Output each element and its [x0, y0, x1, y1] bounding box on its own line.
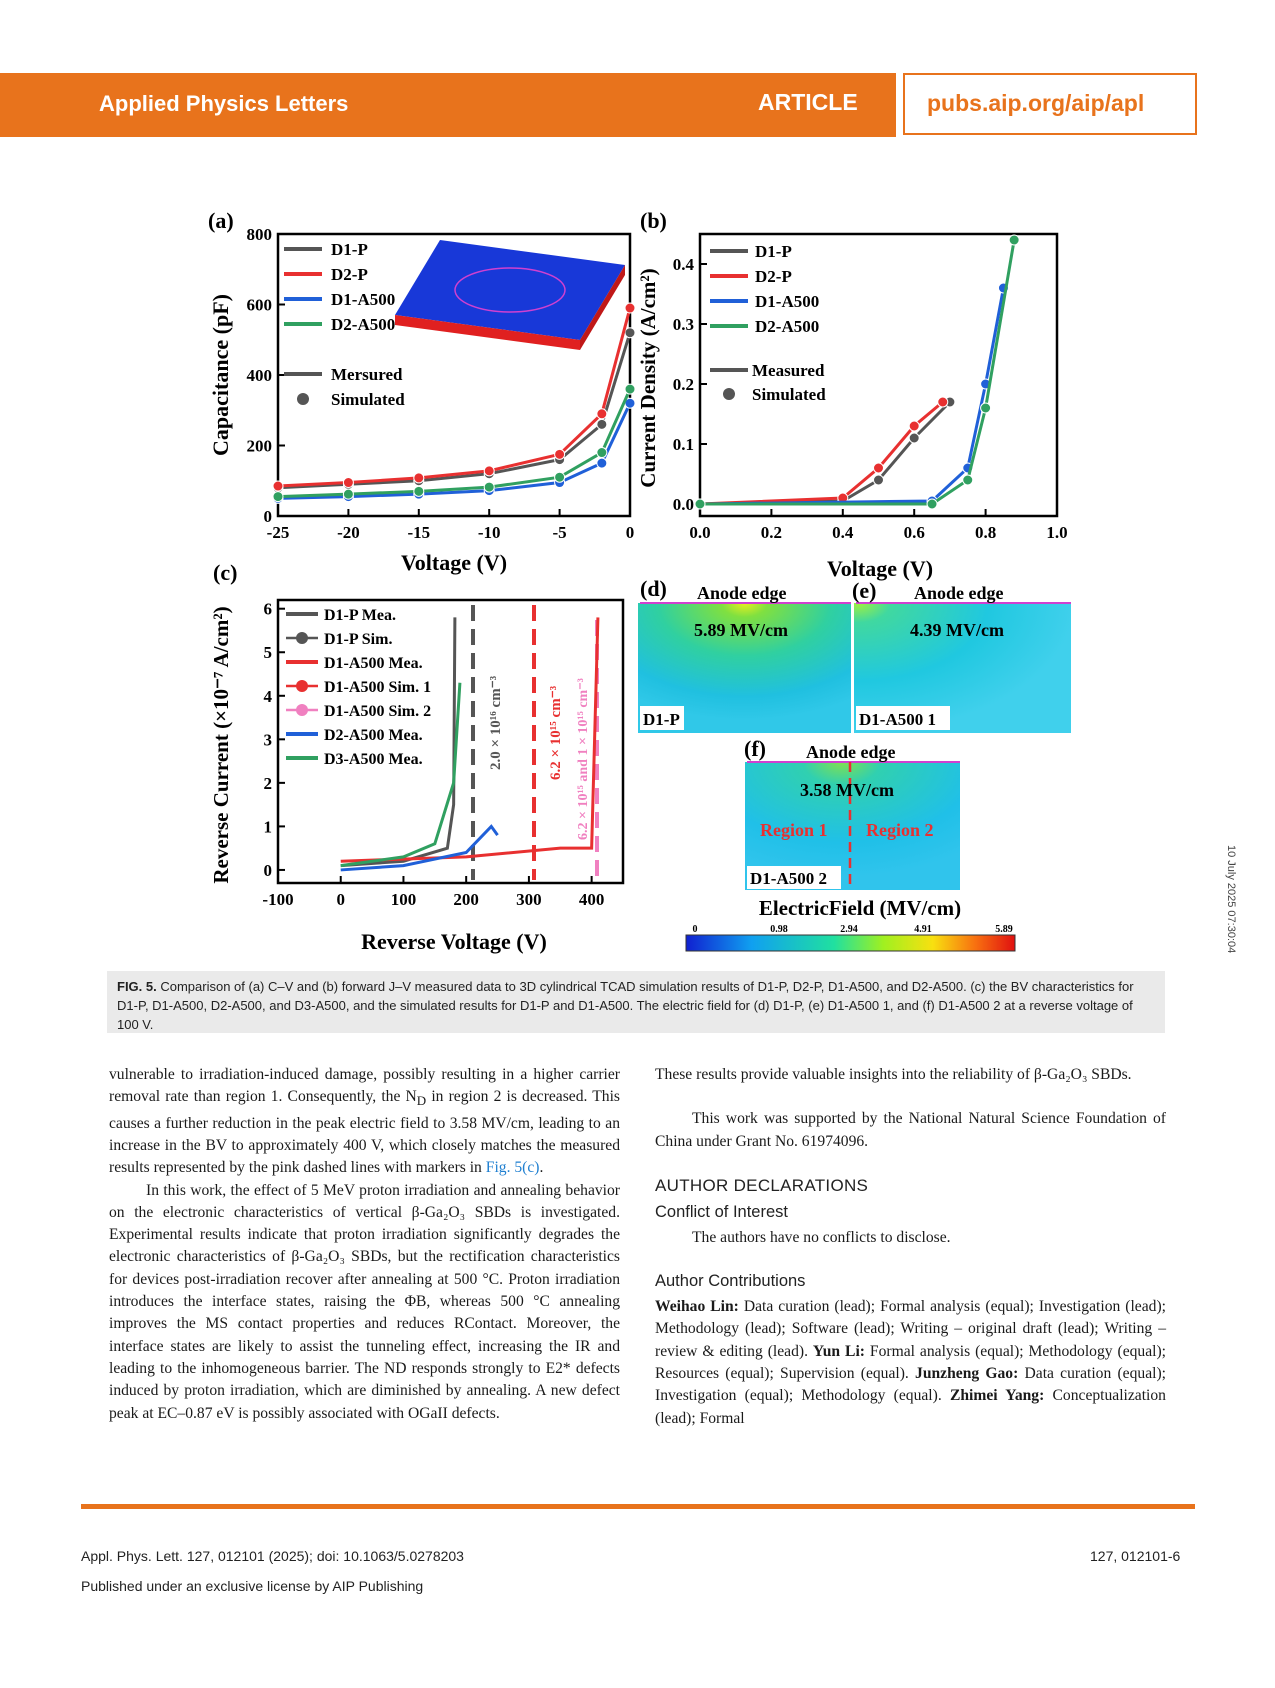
data-point [343, 478, 353, 488]
x-tick-label: 300 [516, 890, 542, 909]
data-point [414, 486, 424, 496]
panel-b-ylabel: Current Density (A/cm²) [636, 268, 660, 488]
journal-title: Applied Physics Letters [99, 91, 349, 116]
legend-c-d2a500-mea: D2-A500 Mea. [324, 727, 423, 744]
panel-b-xlabel: Voltage (V) [826, 556, 934, 581]
legend-c-d1a500-sim2: D1-A500 Sim. 2 [324, 703, 432, 720]
panel-e-title: Anode edge [914, 583, 1004, 603]
panel-b [636, 208, 1068, 581]
footer-citation: Appl. Phys. Lett. 127, 012101 (2025); doi: 10.1063/5.0278203 [81, 1548, 464, 1564]
annotation-6e15-1e15: 6.2 × 10¹⁵ and 1 × 10¹⁵ cm⁻³ [576, 678, 591, 840]
colorbar-tick: 4.91 [914, 924, 932, 935]
series-line-D1-P [700, 402, 950, 504]
y-tick-label: 0.2 [672, 375, 694, 394]
panel-c-ylabel: Reverse Current (×10⁻⁷ A/cm²) [209, 606, 233, 884]
y-tick-label: 2 [263, 773, 272, 793]
body-right-column [655, 1064, 1166, 1430]
data-point [981, 403, 991, 413]
x-tick-label: -10 [477, 523, 501, 542]
x-tick-label: 0.2 [760, 523, 783, 542]
data-point [938, 397, 948, 407]
colorbar-tick: 0 [692, 924, 698, 935]
data-point [555, 472, 565, 482]
y-tick-label: 0.3 [672, 315, 694, 334]
y-tick-label: 0 [263, 507, 272, 526]
y-tick-label: 0 [263, 860, 272, 880]
panel-a [208, 208, 635, 575]
panel-e-field: 4.39 MV/cm [910, 620, 1004, 640]
panel-a-ylabel: Capacitance (pF) [208, 294, 233, 456]
panel-e-device: D1-A500 1 [859, 710, 936, 729]
legend-b-d2a500: D2-A500 [755, 317, 820, 336]
download-date: 10 July 2025 07:30:04 [1225, 845, 1237, 954]
x-tick-label: 0 [625, 523, 635, 542]
data-point [909, 421, 919, 431]
x-tick-label: 0.6 [903, 523, 925, 542]
panel-f-title: Anode edge [806, 742, 896, 762]
panel-e [852, 578, 1071, 733]
panel-f-region2: Region 2 [866, 820, 934, 840]
panel-b-legend [710, 242, 826, 404]
footer-page: 127, 012101-6 [1090, 1548, 1181, 1564]
colorbar [686, 896, 1015, 951]
annotation-2e16: 2.0 × 10¹⁶ cm⁻³ [488, 675, 504, 770]
annotation-6e15: 6.2 × 10¹⁵ cm⁻³ [548, 685, 564, 780]
panel-d-title: Anode edge [697, 583, 787, 603]
data-point [597, 409, 607, 419]
legend-b-d1p: D1-P [755, 242, 792, 261]
panel-d-label: (d) [640, 576, 667, 601]
y-tick-label: 5 [263, 643, 272, 663]
panel-c-legend [286, 607, 431, 768]
legend-b-d1a500: D1-A500 [755, 292, 820, 311]
y-tick-label: 800 [246, 225, 272, 244]
data-point [597, 448, 607, 458]
x-tick-label: 100 [390, 890, 417, 909]
device-3d-inset [395, 240, 625, 350]
y-tick-label: 200 [246, 436, 272, 456]
y-tick-label: 0.1 [672, 435, 694, 454]
y-tick-label: 3 [263, 730, 272, 750]
panel-f [744, 736, 960, 890]
data-point [414, 473, 424, 483]
x-tick-label: 0 [336, 890, 345, 909]
legend-a-d2p: D2-P [331, 265, 368, 284]
panel-d-field: 5.89 MV/cm [694, 620, 788, 640]
y-tick-label: 0.4 [672, 255, 694, 274]
colorbar-tick: 0.98 [770, 924, 788, 935]
legend-b-d2p: D2-P [755, 267, 792, 286]
colorbar-tick: 2.94 [840, 924, 858, 935]
footer-rule [81, 1504, 1195, 1509]
data-point [874, 475, 884, 485]
paragraph: These results provide valuable insights into the reliability of β-Ga₂O₃ SBDs. [655, 1066, 1132, 1083]
panel-f-field: 3.58 MV/cm [800, 780, 894, 800]
x-tick-label: -15 [407, 523, 431, 542]
data-point [1009, 235, 1019, 245]
legend-b-simulated: Simulated [752, 385, 826, 404]
series-line-D2-P [700, 402, 943, 504]
caption-label: FIG. 5. [117, 979, 157, 994]
article-type: ARTICLE [758, 89, 858, 115]
x-tick-label: 200 [453, 890, 479, 909]
subsection-heading: Conflict of Interest [655, 1203, 788, 1222]
paragraph: vulnerable to irradiation-induced damage, possibly resulting in a higher carrier removal rate than region 1. Consequently, the $N_D$ in region 2 is decreased. This causes a further reduction in the peak electric field to 3.58 MV/cm, leading to an increase in the BV to approximately 400 V, which closely matches the measured results represented by the pink dashed lines with markers in Fig. 5(c). [109, 1066, 621, 1177]
y-tick-label: 6 [263, 599, 272, 619]
colorbar-tick: 5.89 [995, 924, 1013, 935]
footer-license: Published under an exclusive license by AIP Publishing [81, 1578, 424, 1594]
panel-d-device: D1-P [643, 710, 680, 729]
data-point [484, 466, 494, 476]
colorbar-title: ElectricField (MV/cm) [758, 896, 962, 920]
data-point [909, 433, 919, 443]
panel-f-region1: Region 1 [760, 820, 828, 840]
body-left-column [109, 1064, 620, 1425]
x-tick-label: 400 [578, 890, 605, 909]
data-point [484, 482, 494, 492]
legend-c-d3a500-mea: D3-A500 Mea. [324, 751, 423, 768]
caption-text: Comparison of (a) C–V and (b) forward J–V measured data to 3D cylindrical TCAD simulation results of D1-P, D2-P, D1-A500, and D2-A500. (c) the BV characteristics for D1-P, D1-A500, D2-A500, and D3-A500, and the simulated results for D1-P and D1-A500. The electric field for (d) D1-P, (e) D1-A500 1, and (f) D1-A500 2 at a reverse voltage of 100 V. [117, 979, 1134, 1032]
x-tick-label: 0.4 [832, 523, 854, 542]
panel-c-xlabel: Reverse Voltage (V) [361, 929, 547, 954]
legend-a-simulated: Simulated [331, 390, 405, 409]
legend-c-d1a500-sim1: D1-A500 Sim. 1 [324, 679, 432, 696]
x-tick-label: 0.0 [689, 523, 711, 542]
data-point [927, 499, 937, 509]
paragraph: This work was supported by the National Natural Science Foundation of China under Grant No. 61974096. [655, 1110, 1166, 1150]
y-tick-label: 1 [263, 817, 272, 837]
data-point [874, 463, 884, 473]
data-point [343, 489, 353, 499]
panel-a-label: (a) [208, 208, 234, 233]
paragraph: The authors have no conflicts to disclose. [692, 1229, 951, 1247]
panel-e-label: (e) [852, 578, 877, 603]
legend-b-measured: Measured [752, 361, 825, 380]
legend-a-measured: Mersured [331, 365, 403, 384]
data-point [625, 328, 635, 338]
y-tick-label: 400 [246, 366, 272, 385]
panel-c-label: (c) [213, 560, 238, 585]
panel-c [209, 560, 623, 954]
data-point [273, 492, 283, 502]
figure-link[interactable]: Fig. 5(c) [485, 1159, 540, 1177]
x-tick-label: 1.0 [1046, 523, 1068, 542]
data-point [963, 475, 973, 485]
figure-caption [107, 971, 1165, 1033]
legend-c-d1a500-mea: D1-A500 Mea. [324, 655, 423, 672]
panel-a-xlabel: Voltage (V) [400, 550, 508, 575]
x-tick-label: -25 [266, 523, 290, 542]
panel-f-label: (f) [744, 736, 766, 761]
data-point [273, 481, 283, 491]
panel-a-legend [284, 240, 405, 409]
contributions-paragraph: Weihao Lin: Data curation (lead); Formal analysis (equal); Investigation (lead); Methodology (lead); Software (lead); Writing – original draft (lead); Writing – review & editing (lead). Yun Li: Formal analysis (equal); Methodology (equal); Resources (equal); Supervision (equal). Junzheng Gao: Data curation (equal); Investigation (equal); Methodology (equal). Zhimei Yang: Conceptualization (lead); Formal [655, 1298, 1167, 1427]
x-tick-label: -5 [552, 523, 567, 542]
legend-a-d1p: D1-P [331, 240, 368, 259]
x-tick-label: 0.8 [974, 523, 997, 542]
data-point [625, 384, 635, 394]
series-line-D1-P [278, 333, 630, 488]
journal-url-link[interactable]: pubs.aip.org/aip/apl [927, 90, 1145, 116]
panel-f-device: D1-A500 2 [750, 869, 827, 888]
x-tick-label: -20 [337, 523, 360, 542]
panel-d [638, 576, 851, 733]
legend-a-d1a500: D1-A500 [331, 290, 396, 309]
data-point [555, 449, 565, 459]
legend-c-d1p-mea: D1-P Mea. [324, 607, 396, 624]
data-point [597, 458, 607, 468]
y-tick-label: 600 [246, 295, 272, 315]
section-heading: AUTHOR DECLARATIONS [655, 1175, 869, 1195]
data-point [597, 419, 607, 429]
y-tick-label: 4 [263, 686, 272, 706]
y-tick-label: 0.0 [672, 495, 694, 514]
series-line-D1-A500 [700, 288, 1003, 504]
panel-b-label: (b) [640, 208, 667, 233]
data-point [695, 499, 705, 509]
legend-c-d1p-sim: D1-P Sim. [324, 631, 393, 648]
legend-a-d2a500: D2-A500 [331, 315, 396, 334]
paragraph: In this work, the effect of 5 MeV proton irradiation and annealing behavior on the electronic characteristics of vertical β-Ga₂O₃ SBDs is investigated. Experimental results indicate that proton irradiation significantly degrades the electronic characteristics of β-Ga₂O₃ SBDs, but the rectification characteristics for devices post-irradiation recover after annealing at 500 °C. Proton irradiation introduces the interface states, raising the ΦB, whereas 500 °C annealing improves the MS contact properties and reduces RContact. Moreover, the interface states are likely to assist the tunneling effect, increasing the IR and leading to the inhomogeneous barrier. The ND responds strongly to E2* defects induced by proton irradiation, which are diminished by annealing. A new defect peak at EC–0.87 eV is possibly associated with OGaII defects. [109, 1181, 620, 1422]
x-tick-label: -100 [262, 890, 294, 909]
data-point [625, 303, 635, 313]
subsection-heading: Author Contributions [655, 1271, 806, 1290]
